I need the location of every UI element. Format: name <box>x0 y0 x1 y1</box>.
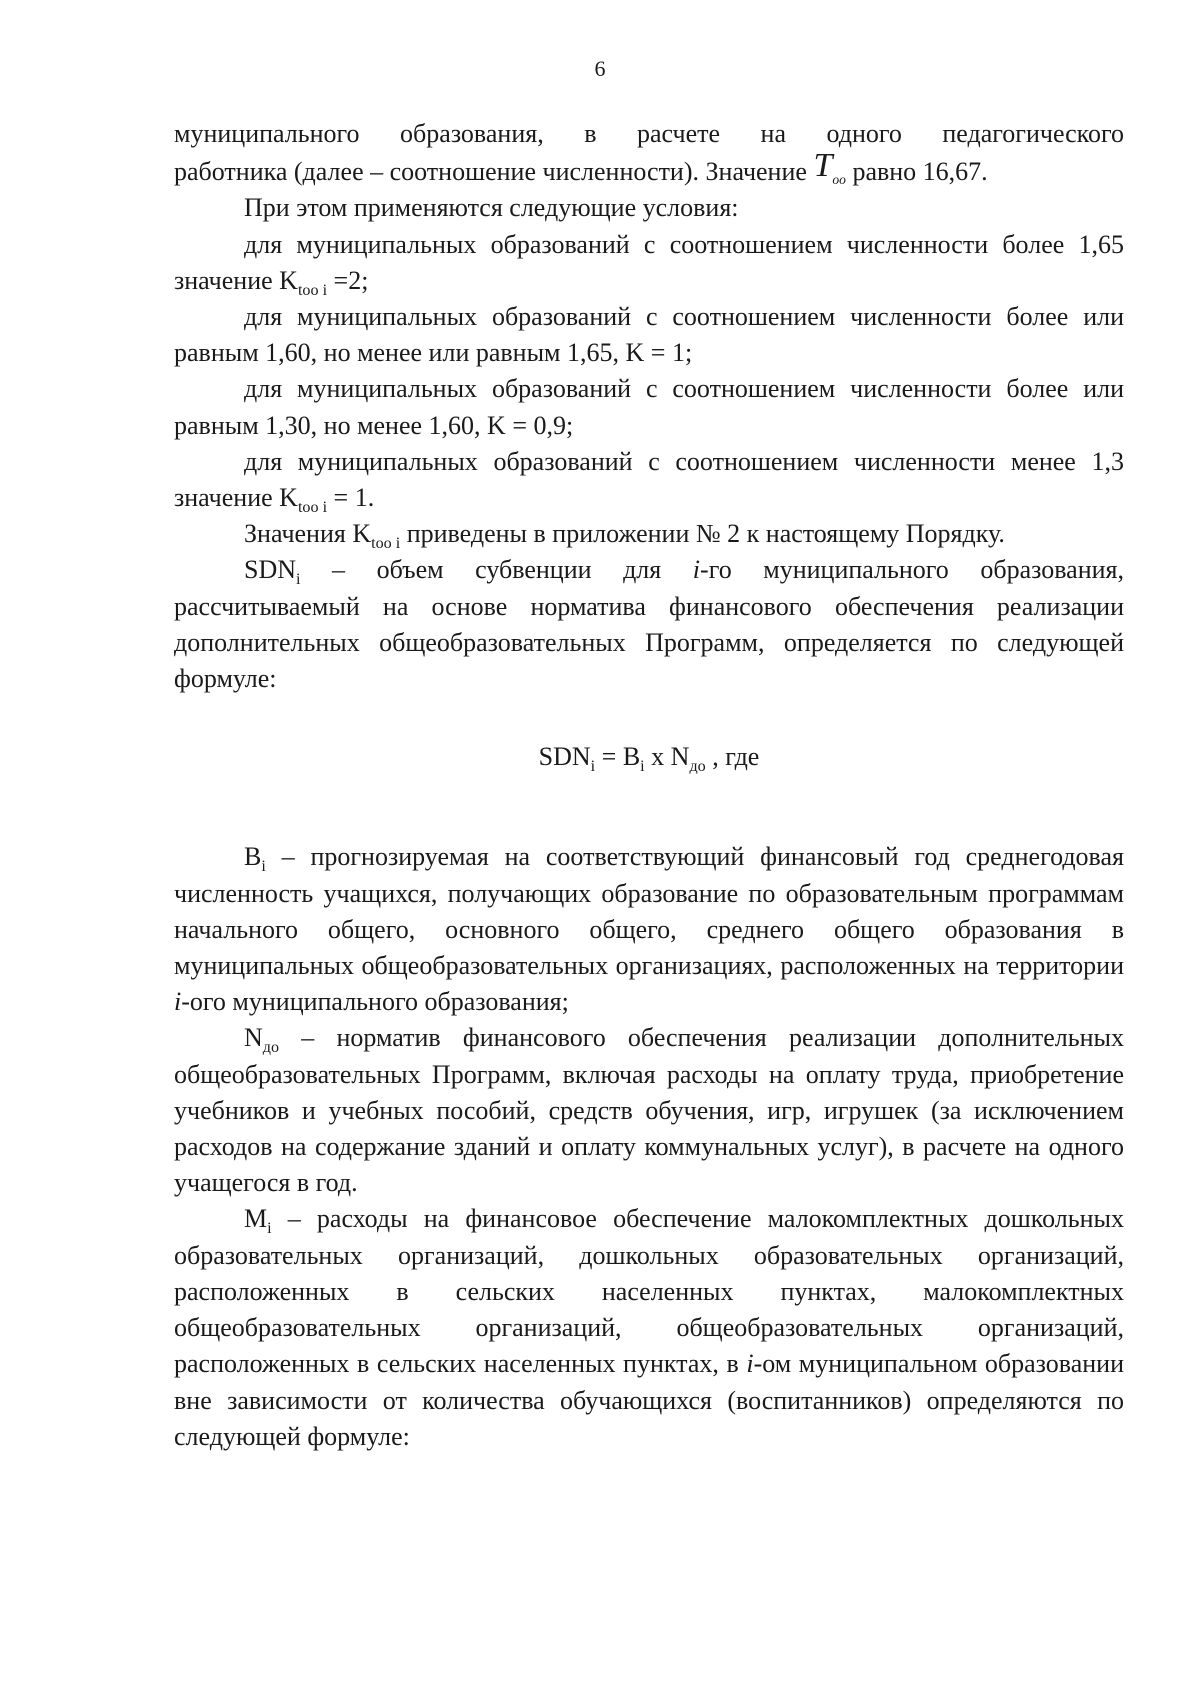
document-body <box>174 116 1124 1455</box>
paragraph-condition-1 <box>174 227 1124 299</box>
symbol: N <box>244 1023 263 1053</box>
t-oo-symbol <box>813 147 846 187</box>
paragraph-condition-3: для муниципальных образований с соотношением численности более или равным 1,30, но менее 1,60, K = 0,9; <box>174 374 1124 440</box>
paragraph-condition-4 <box>174 444 1124 516</box>
text: приведены в приложении № 2 к настоящему Порядку. <box>400 519 1005 549</box>
t-symbol-subscript: оо <box>832 172 846 187</box>
text: -ого муниципального образования; <box>181 987 569 1017</box>
text: для муниципальных образований с соотношением численности более 1,65 значение K <box>174 229 1124 295</box>
paragraph-condition-2: для муниципальных образований с соотношением численности более или равным 1,60, но менее или равным 1,65, K = 1; <box>174 302 1124 368</box>
text: -го муниципального образования, рассчитываемый на основе норматива финансового обеспечения реализации дополнительных общеобразовательных Программ, определяется по следующей формуле: <box>174 555 1124 694</box>
k-subscript: too i <box>297 282 328 299</box>
formula-lhs: SDN <box>538 742 591 772</box>
formula-part: = B <box>595 742 641 772</box>
text: для муниципальных образований с соотношением численности менее 1,3 значение K <box>174 446 1124 513</box>
paragraph-k-values <box>174 516 1124 552</box>
text: – прогнозируемая на соответствующий финансовый год среднегодовая численность учащихся, получающих образование по образовательным программам начального общего, основного общего, среднего общего образования в муниципальных общеобразовательных организациях, расположенных на территории <box>174 842 1124 981</box>
paragraph-n-definition <box>174 1020 1124 1201</box>
text: работника (далее – соотношение численности). Значение <box>174 157 814 187</box>
text: -ом муниципальном образовании вне зависимости от количества обучающихся (воспитанников) определяются по следующей формуле: <box>174 1349 1124 1451</box>
symbol-subscript: i <box>267 1220 272 1238</box>
text: – расходы на финансовое обеспечение малокомплектных дошкольных образовательных организаций, дошкольных образовательных организаций, расположенных в сельских населенных пунктах, малокомплектных общеобразовательных организаций, общеобразовательных организаций, расположенных в сельских населенных пунктах, в <box>174 1204 1124 1379</box>
formula-part: , где <box>705 742 760 772</box>
text: – объем субвенции для <box>300 555 693 585</box>
symbol-subscript: i <box>296 571 301 589</box>
paragraph-1-line-1: муниципального образования, в расчете на одного педагогического <box>174 119 1124 148</box>
formula-subscript: до <box>689 758 706 776</box>
symbol: B <box>244 842 262 872</box>
paragraph-1-line-2 <box>174 147 1124 190</box>
text: – норматив финансового обеспечения реализации дополнительных общеобразовательных Программ, включая расходы на оплату труда, приобретение учебников и учебных пособий, средств обучения, игр, игрушек (за исключением расходов на содержание зданий и оплату коммунальных услуг), в расчете на одного учащегося в год. <box>174 1023 1124 1198</box>
formula-sdn <box>174 739 1124 775</box>
paragraph-sdn-definition <box>174 552 1124 697</box>
symbol: SDN <box>244 555 297 585</box>
text: Значения K <box>244 519 372 549</box>
text: =2; <box>327 265 369 295</box>
k-subscript: too i <box>371 535 401 553</box>
text: = 1. <box>327 483 375 513</box>
text: равно 16,67. <box>845 157 988 187</box>
formula-subscript: i <box>590 758 596 776</box>
italic-variable: i <box>174 987 182 1017</box>
italic-variable: i <box>746 1349 754 1379</box>
symbol-subscript: i <box>261 858 266 876</box>
formula-part: x N <box>644 742 690 772</box>
k-subscript: too i <box>297 499 328 517</box>
italic-variable: i <box>692 555 701 585</box>
paragraph-m-definition <box>174 1201 1124 1454</box>
symbol-subscript: до <box>262 1039 280 1057</box>
formula-subscript: i <box>640 758 645 776</box>
paragraph-conditions-intro: При этом применяются следующие условия: <box>244 193 739 223</box>
t-symbol-letter: T <box>813 147 833 185</box>
symbol: M <box>244 1204 268 1234</box>
paragraph-b-definition <box>174 839 1124 1020</box>
page-number: 6 <box>594 56 606 81</box>
